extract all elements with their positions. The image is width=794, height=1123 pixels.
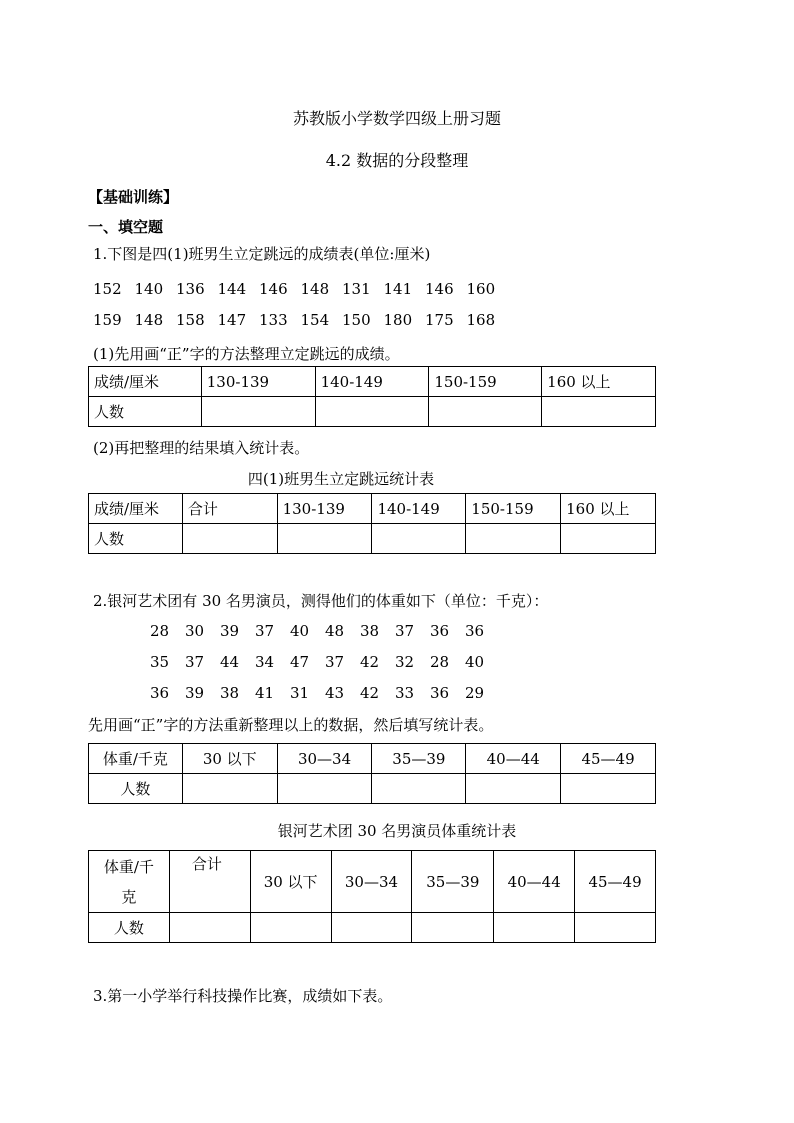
row-label: 人数 bbox=[89, 913, 170, 943]
table-header-cell: 45—49 bbox=[561, 744, 656, 774]
row-label: 人数 bbox=[89, 397, 202, 427]
row-label: 人数 bbox=[89, 774, 183, 804]
step-1-text: (1)先用画“正”字的方法整理立定跳远的成绩。 bbox=[93, 345, 400, 363]
answer-cell[interactable] bbox=[466, 524, 561, 554]
data-value: 136 bbox=[176, 280, 205, 298]
table-header-cell: 160 以上 bbox=[561, 494, 656, 524]
data-value: 47 bbox=[290, 653, 310, 671]
header-line: 克 bbox=[121, 887, 137, 906]
data-value: 36 bbox=[430, 684, 450, 702]
table-header-cell: 30 以下 bbox=[250, 851, 331, 913]
data-value: 34 bbox=[255, 653, 275, 671]
answer-cell[interactable] bbox=[575, 913, 656, 943]
data-value: 160 bbox=[466, 280, 496, 298]
data-value: 39 bbox=[185, 684, 205, 702]
data-value: 150 bbox=[342, 311, 371, 329]
table-header-cell: 40—44 bbox=[466, 744, 561, 774]
weight-data-row-2 bbox=[150, 653, 500, 671]
answer-cell[interactable] bbox=[542, 397, 656, 427]
data-value: 175 bbox=[425, 311, 454, 329]
jump-tally-table bbox=[88, 366, 656, 427]
data-value: 40 bbox=[465, 653, 485, 671]
question-3-text: 3.第一小学举行科技操作比赛，成绩如下表。 bbox=[93, 987, 393, 1005]
table-title: 四(1)班男生立定跳远统计表 bbox=[247, 470, 435, 488]
data-value: 36 bbox=[465, 622, 485, 640]
data-value: 36 bbox=[150, 684, 170, 702]
data-value: 144 bbox=[217, 280, 247, 298]
answer-cell[interactable] bbox=[277, 524, 372, 554]
answer-cell[interactable] bbox=[494, 913, 575, 943]
data-value: 180 bbox=[383, 311, 413, 329]
table-header-cell: 35—39 bbox=[412, 851, 494, 913]
data-value: 42 bbox=[360, 653, 380, 671]
table-header-cell: 150-159 bbox=[466, 494, 561, 524]
table-header-cell: 35—39 bbox=[372, 744, 466, 774]
data-value: 32 bbox=[395, 653, 415, 671]
data-value: 48 bbox=[325, 622, 345, 640]
weight-data-row-1 bbox=[150, 622, 500, 640]
table-header-cell: 45—49 bbox=[575, 851, 656, 913]
data-value: 148 bbox=[300, 280, 330, 298]
answer-cell[interactable] bbox=[169, 913, 250, 943]
answer-cell[interactable] bbox=[277, 774, 372, 804]
jump-stat-table bbox=[88, 493, 656, 554]
data-value: 141 bbox=[383, 280, 413, 298]
table-header-cell: 130-139 bbox=[201, 367, 315, 397]
part-heading: 一、填空题 bbox=[88, 218, 164, 236]
data-value: 146 bbox=[425, 280, 454, 298]
data-value: 146 bbox=[259, 280, 288, 298]
table-header-cell: 140-149 bbox=[372, 494, 466, 524]
data-value: 37 bbox=[325, 653, 345, 671]
table-header-cell: 成绩/厘米 bbox=[89, 494, 183, 524]
weight-stat-table bbox=[88, 850, 656, 943]
data-value: 33 bbox=[395, 684, 415, 702]
step-2-text: (2)再把整理的结果填入统计表。 bbox=[93, 439, 310, 457]
table-header-cell: 150-159 bbox=[429, 367, 542, 397]
data-value: 39 bbox=[220, 622, 240, 640]
data-value: 168 bbox=[466, 311, 496, 329]
answer-cell[interactable] bbox=[561, 524, 656, 554]
answer-cell[interactable] bbox=[412, 913, 494, 943]
weight-data-row-3 bbox=[150, 684, 500, 702]
data-value: 28 bbox=[430, 653, 450, 671]
table-header-cell: 合计 bbox=[182, 494, 277, 524]
section-label: 【基础训练】 bbox=[88, 188, 179, 206]
jump-data-row-2 bbox=[93, 311, 508, 329]
data-value: 38 bbox=[220, 684, 240, 702]
data-value: 154 bbox=[300, 311, 330, 329]
table-header-cell: 合计 bbox=[169, 851, 250, 913]
data-value: 148 bbox=[134, 311, 164, 329]
data-value: 147 bbox=[217, 311, 247, 329]
table-header-cell: 140-149 bbox=[315, 367, 429, 397]
document-title: 苏教版小学数学四级上册习题 bbox=[292, 109, 501, 128]
answer-cell[interactable] bbox=[182, 774, 277, 804]
data-value: 30 bbox=[185, 622, 205, 640]
table-header-cell: 成绩/厘米 bbox=[89, 367, 202, 397]
data-value: 140 bbox=[134, 280, 164, 298]
data-value: 40 bbox=[290, 622, 310, 640]
data-value: 31 bbox=[290, 684, 310, 702]
answer-cell[interactable] bbox=[315, 397, 429, 427]
answer-cell[interactable] bbox=[466, 774, 561, 804]
table-header-cell: 体重/千克 bbox=[89, 744, 183, 774]
data-value: 35 bbox=[150, 653, 170, 671]
answer-cell[interactable] bbox=[250, 913, 331, 943]
data-value: 43 bbox=[325, 684, 345, 702]
table-header-cell: 30—34 bbox=[331, 851, 412, 913]
data-value: 41 bbox=[255, 684, 275, 702]
answer-cell[interactable] bbox=[372, 524, 466, 554]
table-header-cell bbox=[89, 851, 170, 913]
table-header-cell: 160 以上 bbox=[542, 367, 656, 397]
question-1-text: 1.下图是四(1)班男生立定跳远的成绩表(单位:厘米) bbox=[93, 245, 431, 263]
data-value: 152 bbox=[93, 280, 122, 298]
data-value: 36 bbox=[430, 622, 450, 640]
data-value: 44 bbox=[220, 653, 240, 671]
answer-cell[interactable] bbox=[561, 774, 656, 804]
answer-cell[interactable] bbox=[372, 774, 466, 804]
data-value: 37 bbox=[185, 653, 205, 671]
instruction-text: 先用画“正”字的方法重新整理以上的数据，然后填写统计表。 bbox=[88, 716, 494, 734]
answer-cell[interactable] bbox=[182, 524, 277, 554]
data-value: 159 bbox=[93, 311, 122, 329]
jump-data-row-1 bbox=[93, 280, 508, 298]
table-title: 银河艺术团 30 名男演员体重统计表 bbox=[277, 822, 517, 840]
weight-tally-table bbox=[88, 743, 656, 804]
data-value: 28 bbox=[150, 622, 170, 640]
lesson-title: 4.2 数据的分段整理 bbox=[325, 151, 469, 170]
table-header-cell: 30—34 bbox=[277, 744, 372, 774]
data-value: 38 bbox=[360, 622, 380, 640]
table-header-cell: 30 以下 bbox=[182, 744, 277, 774]
data-value: 42 bbox=[360, 684, 380, 702]
data-value: 37 bbox=[255, 622, 275, 640]
question-2-text: 2.银河艺术团有 30 名男演员，测得他们的体重如下（单位：千克）： bbox=[93, 592, 549, 610]
table-header-cell: 130-139 bbox=[277, 494, 372, 524]
row-label: 人数 bbox=[89, 524, 183, 554]
answer-cell[interactable] bbox=[331, 913, 412, 943]
answer-cell[interactable] bbox=[429, 397, 542, 427]
table-header-cell: 40—44 bbox=[494, 851, 575, 913]
data-value: 37 bbox=[395, 622, 415, 640]
header-line: 体重/千 bbox=[103, 857, 154, 876]
data-value: 158 bbox=[176, 311, 205, 329]
data-value: 131 bbox=[342, 280, 371, 298]
data-value: 133 bbox=[259, 311, 288, 329]
answer-cell[interactable] bbox=[201, 397, 315, 427]
data-value: 29 bbox=[465, 684, 485, 702]
